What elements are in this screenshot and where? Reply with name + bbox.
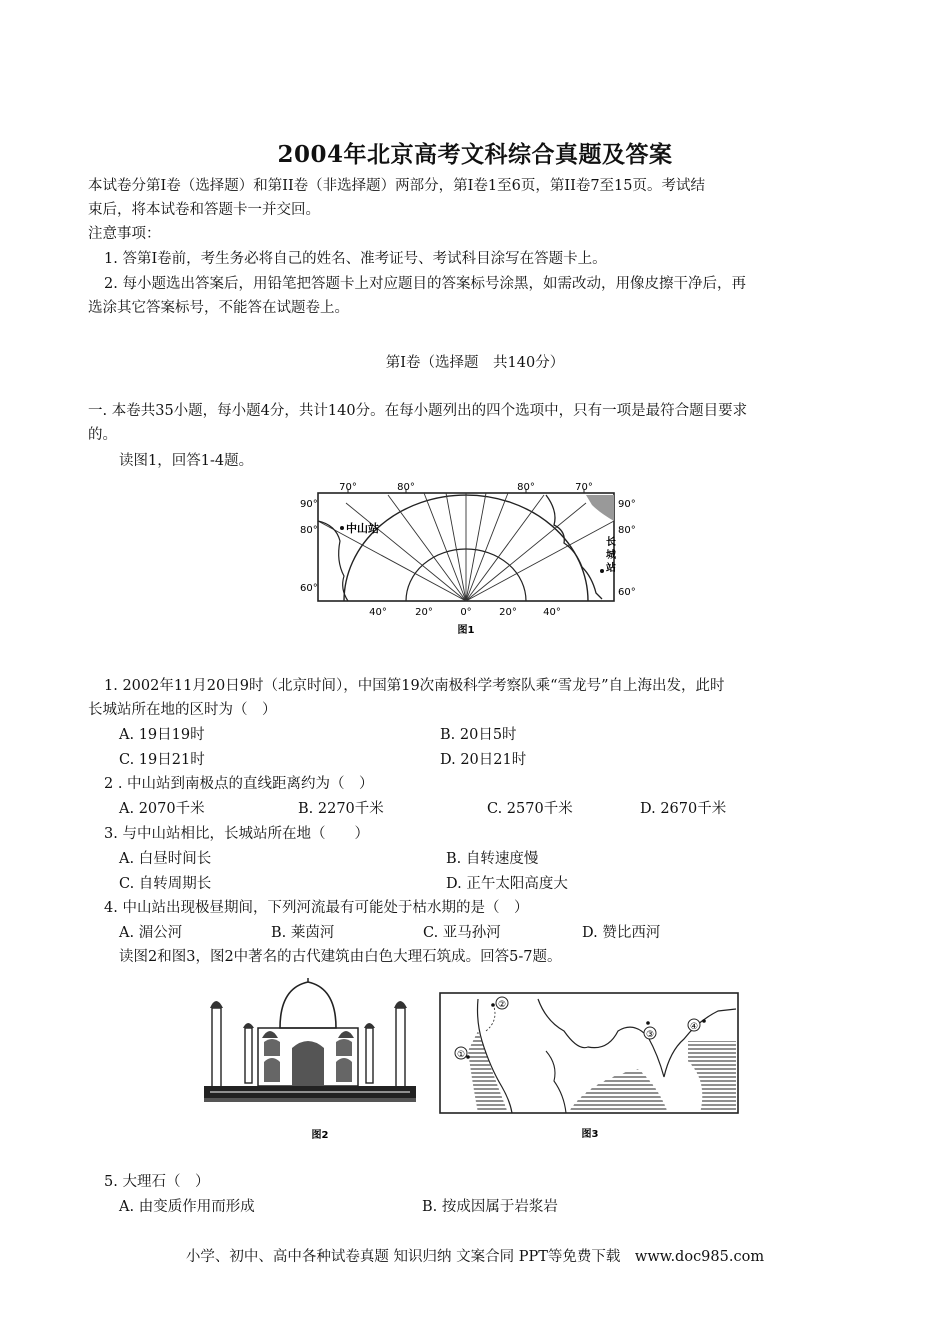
note-2-continued: 选涂其它答案标号，不能答在试题卷上。 xyxy=(88,300,349,316)
fig1-top-lon: 80° xyxy=(397,482,415,493)
main-dome xyxy=(280,982,336,1028)
q1-stem-continued: 长城站所在地的区时为（ ） xyxy=(88,702,277,718)
fig3-marker: ④ xyxy=(689,1022,699,1032)
page-title: 2004年北京高考文科综合真题及答案 xyxy=(277,141,673,168)
figure-3-map xyxy=(438,991,741,1146)
fig1-top-lon: 70° xyxy=(339,482,357,493)
read-figures-2-3: 读图2和图3，图2中著名的古代建筑由白色大理石筑成。回答5-7题。 xyxy=(119,949,562,965)
fig3-marker: ① xyxy=(456,1050,466,1060)
q3-option-c: C. 自转周期长 xyxy=(119,876,212,892)
q5-option-a: A. 由变质作用而形成 xyxy=(119,1199,255,1215)
q5-stem: 5. 大理石（ ） xyxy=(104,1174,210,1190)
changcheng-station-char: 站 xyxy=(606,563,616,574)
q4-stem: 4. 中山站出现极昼期间，下列河流最有可能处于枯水期的是（ ） xyxy=(104,900,529,916)
fig3-marker: ③ xyxy=(645,1030,655,1040)
fig1-left-lat: 80° xyxy=(300,525,318,536)
q4-option-c: C. 亚马孙河 xyxy=(423,925,501,941)
q2-option-c: C. 2570千米 xyxy=(487,801,573,817)
fig1-top-lon: 70° xyxy=(575,482,593,493)
q2-stem: 2 . 中山站到南极点的直线距离约为（ ） xyxy=(104,776,374,792)
part1-line-2: 的。 xyxy=(88,427,117,443)
minaret-dome-right xyxy=(394,1001,407,1008)
q4-option-b: B. 莱茵河 xyxy=(271,925,335,941)
fig1-top-lon: 80° xyxy=(517,482,535,493)
fig3-marker: ② xyxy=(497,1000,507,1010)
fig1-bottom-lon: 40° xyxy=(543,607,561,618)
fig1-bottom-lon: 0° xyxy=(460,607,472,618)
footer-text: 小学、初中、高中各种试卷真题 知识归纳 文案合同 PPT等免费下载 www.doc985.com xyxy=(185,1249,765,1265)
fig3-caption: 图3 xyxy=(581,1129,599,1140)
q1-option-b: B. 20日5时 xyxy=(440,727,517,743)
q2-option-b: B. 2270千米 xyxy=(298,801,384,817)
q3-option-a: A. 白昼时间长 xyxy=(119,851,212,867)
read-figure-1: 读图1，回答1-4题。 xyxy=(119,453,254,469)
q1-option-a: A. 19日19时 xyxy=(119,727,205,743)
q3-option-d: D. 正午太阳高度大 xyxy=(446,876,568,892)
fig1-bottom-lon: 20° xyxy=(415,607,433,618)
fig3-sea-middle xyxy=(568,1069,668,1113)
q3-option-b: B. 自转速度慢 xyxy=(446,851,539,867)
notice-label: 注意事项： xyxy=(88,226,161,242)
q1-stem: 1. 2002年11月20日9时（北京时间），中国第19次南极科学考察队乘“雪龙号”自上海出发，此时 xyxy=(104,678,725,694)
intro-line-2: 束后，将本试卷和答题卡一并交回。 xyxy=(88,202,320,218)
fig1-right-lat: 90° xyxy=(618,499,636,510)
q4-option-d: D. 赞比西河 xyxy=(582,925,661,941)
fig1-left-lat: 90° xyxy=(300,499,318,510)
changcheng-station-char: 城 xyxy=(606,550,616,561)
fig1-left-lat: 60° xyxy=(300,583,318,594)
figure-2-building xyxy=(200,978,425,1148)
fig3-sea-east xyxy=(688,1041,736,1113)
fig1-bottom-lon: 40° xyxy=(369,607,387,618)
fig1-left-coast xyxy=(318,521,348,601)
q1-option-c: C. 19日21时 xyxy=(119,752,205,768)
main-arch xyxy=(292,1041,324,1086)
changcheng-station-char: 长 xyxy=(606,537,616,548)
fig1-caption: 图1 xyxy=(457,625,475,636)
note-2: 2. 每小题选出答案后，用铅笔把答题卡上对应题目的答案标号涂黑，如需改动，用像皮擦干净后，再 xyxy=(104,276,746,292)
zhongshan-station-label: 中山站 xyxy=(346,522,379,535)
fig1-right-coast xyxy=(546,495,602,599)
q1-option-d: D. 20日21时 xyxy=(440,752,527,768)
part1-line-1: 一. 本卷共35小题，每小题4分，共计140分。在每小题列出的四个选项中，只有一项是最符合题目要求 xyxy=(88,403,748,419)
section-title: 第Ⅰ卷（选择题 共140分） xyxy=(385,355,565,371)
intro-line-1: 本试卷分第Ⅰ卷（选择题）和第II卷（非选择题）两部分，第Ⅰ卷1至6页，第II卷7至15页。考试结 xyxy=(88,178,705,194)
q2-option-d: D. 2670千米 xyxy=(640,801,727,817)
changcheng-station-dot xyxy=(600,569,604,573)
note-1: 1. 答第Ⅰ卷前，考生务必将自己的姓名、准考证号、考试科目涂写在答题卡上。 xyxy=(104,251,607,267)
minaret-dome-left xyxy=(210,1001,223,1008)
q4-option-a: A. 湄公河 xyxy=(119,925,183,941)
fig1-bottom-lon: 20° xyxy=(499,607,517,618)
fig1-shaded-land xyxy=(586,495,614,521)
fig2-caption: 图2 xyxy=(311,1130,329,1141)
zhongshan-station-dot xyxy=(340,526,344,530)
fig1-right-lat: 60° xyxy=(618,587,636,598)
q3-stem: 3. 与中山站相比，长城站所在地（ ） xyxy=(104,826,369,842)
q2-option-a: A. 2070千米 xyxy=(119,801,205,817)
fig1-right-lat: 80° xyxy=(618,525,636,536)
q5-option-b: B. 按成因属于岩浆岩 xyxy=(422,1199,558,1215)
fig3-sea-west xyxy=(468,1031,508,1113)
figure-1-map xyxy=(296,481,641,641)
